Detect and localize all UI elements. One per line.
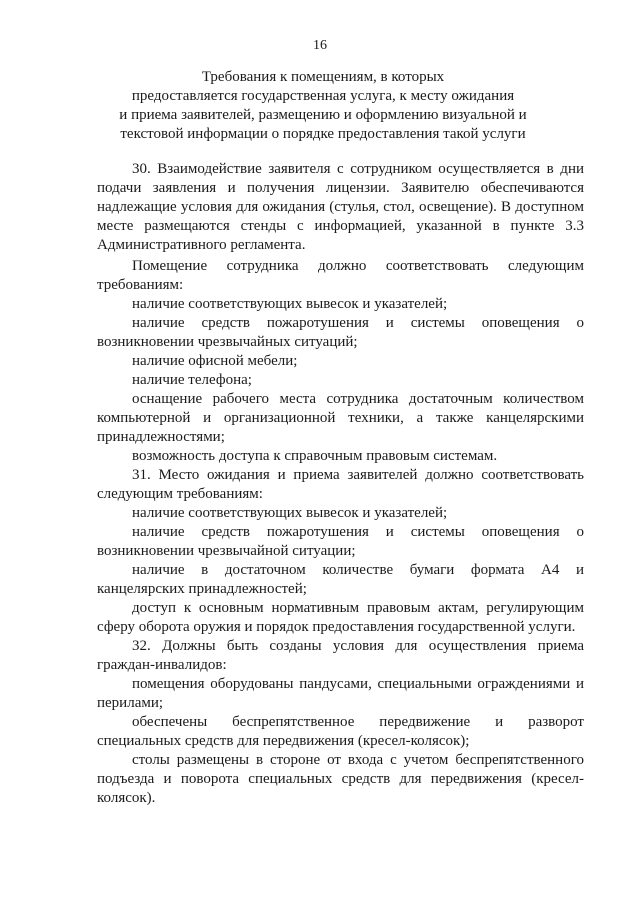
list-item: столы размещены в стороне от входа с учетом беспрепятственного <box>132 752 584 768</box>
list-item: наличие средств пожаротушения и системы оповещения о <box>132 315 584 331</box>
paragraph-line: 30. Взаимодействие заявителя с сотрудником осуществляется в дни <box>132 161 584 177</box>
paragraph-line: Помещение сотрудника должно соответствовать следующим <box>132 258 584 274</box>
list-item: обеспечены беспрепятственное передвижение и разворот <box>132 714 584 730</box>
list-item: наличие соответствующих вывесок и указателей; <box>132 296 448 312</box>
paragraph-line: 32. Должны быть созданы условия для осуществления приема <box>132 638 584 654</box>
list-item: возможность доступа к справочным правовым системам. <box>132 448 498 464</box>
list-item-continuation: канцелярских принадлежностей; <box>97 581 307 597</box>
document-body <box>97 160 584 808</box>
list-item: наличие в достаточном количестве бумаги формата А4 и <box>132 562 584 578</box>
list-item: наличие средств пожаротушения и системы оповещения о <box>132 524 584 540</box>
heading-line: Требования к помещениям, в которых <box>201 69 445 85</box>
list-item: наличие офисной мебели; <box>132 353 298 369</box>
heading-line: и приема заявителей, размещению и оформлению визуальной и <box>119 107 527 123</box>
list-item: наличие телефона; <box>132 372 252 388</box>
paragraph-line: граждан-инвалидов: <box>97 657 227 673</box>
list-item-continuation: принадлежностями; <box>97 429 225 445</box>
paragraph-line: Административного регламента. <box>97 237 306 253</box>
list-item: наличие соответствующих вывесок и указателей; <box>132 505 448 521</box>
section-heading <box>88 68 558 144</box>
paragraph-line: надлежащие условия для ожидания (стулья, стол, освещение). В доступном <box>97 199 584 215</box>
paragraph-line: следующим требованиям: <box>97 486 263 502</box>
list-item-continuation: перилами; <box>97 695 164 711</box>
list-item-continuation: сферу оборота оружия и порядок предоставления государственной услуги. <box>97 619 576 635</box>
paragraph-line: требованиям: <box>97 277 184 293</box>
list-item-continuation: компьютерной и организационной техники, а также канцелярскими <box>97 410 584 426</box>
list-item: оснащение рабочего места сотрудника достаточным количеством <box>132 391 584 407</box>
list-item: доступ к основным нормативным правовым актам, регулирующим <box>132 600 584 616</box>
heading-line: предоставляется государственная услуга, к месту ожидания <box>131 88 515 104</box>
paragraph-line: месте размещаются стенды с информацией, указанной в пункте 3.3 <box>97 218 584 234</box>
list-item-continuation: возникновении чрезвычайных ситуаций; <box>97 334 358 350</box>
page-number: 16 <box>313 38 327 53</box>
heading-line: текстовой информации о порядке предоставления такой услуги <box>120 126 526 142</box>
list-item: помещения оборудованы пандусами, специальными ограждениями и <box>132 676 584 692</box>
paragraph-line: подачи заявления и получения лицензии. Заявителю обеспечиваются <box>97 180 584 196</box>
paragraph-line: 31. Место ожидания и приема заявителей должно соответствовать <box>132 467 584 483</box>
list-item-continuation: колясок). <box>97 790 156 806</box>
list-item-continuation: подъезда и поворота специальных средств для передвижения (кресел- <box>97 771 584 787</box>
list-item-continuation: возникновении чрезвычайной ситуации; <box>97 543 356 559</box>
list-item-continuation: специальных средств для передвижения (кресел-колясок); <box>97 733 470 749</box>
